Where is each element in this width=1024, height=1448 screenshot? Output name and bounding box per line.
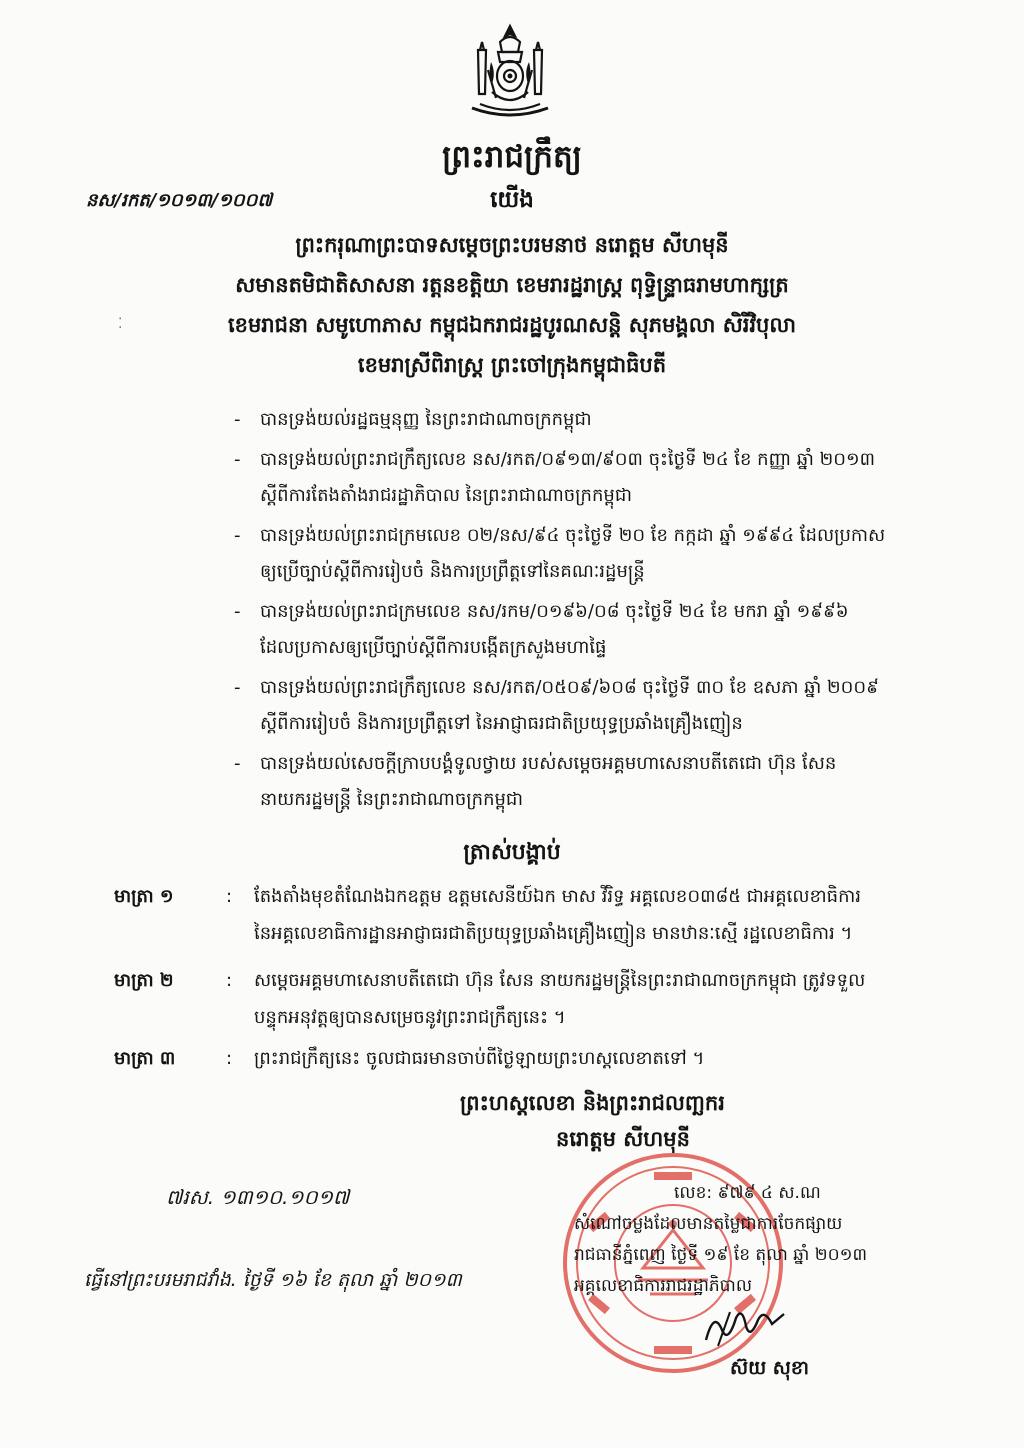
handwritten-reference: ៧រស. ១៣១០.១០១៧ bbox=[166, 1185, 350, 1209]
article-line: នៃអគ្គលេខាធិការដ្ឋានអាជ្ញាធរជាតិប្រយុទ្ធប្រឆាំងគ្រឿងញៀន មានឋានៈស្មើ រដ្ឋលេខាធិការ ។ bbox=[254, 923, 853, 944]
consideration-line: ឲ្យប្រើច្បាប់ស្តីពីការរៀបចំ និងការប្រព្រឹត្តទៅនៃគណៈរដ្ឋមន្ត្រី bbox=[260, 561, 645, 582]
consideration-item bbox=[234, 594, 914, 666]
article-body bbox=[254, 878, 894, 952]
bullet-dash: - bbox=[234, 677, 241, 698]
signer-name: ស៊យ សុខា bbox=[730, 1357, 809, 1379]
article-line: តែងតាំងមុខតំណែងឯកឧត្តម ឧត្តមសេនីយ៍ឯក មាស វីរិទ្ធ អគ្គលេខ០៣៨៥ ជាអគ្គលេខាធិការ bbox=[254, 886, 861, 907]
consideration-line: បានទ្រង់យល់រដ្ឋធម្មនុញ្ញ នៃព្រះរាជាណាចក្រកម្ពុជា bbox=[260, 409, 592, 430]
consideration-item bbox=[234, 670, 914, 742]
article-body bbox=[254, 1040, 894, 1077]
article-colon: : bbox=[226, 1048, 233, 1069]
royal-coat-of-arms-icon bbox=[458, 22, 562, 126]
bullet-dash: - bbox=[234, 449, 241, 470]
copy-number: លេខ: ៩៧៩ ៤ ស.ណ bbox=[674, 1183, 821, 1203]
we-heading: យើង bbox=[490, 187, 534, 213]
consideration-item bbox=[234, 442, 914, 514]
article-label: មាត្រា ៣ bbox=[114, 1048, 176, 1069]
royal-title-line: សមានតមិជាតិសាសនា រត្តនខត្តិយា ខេមរារដ្ឋរាស្ត្រ ពុទ្ធិន្ទ្រាធរាមហាក្សត្រ bbox=[235, 273, 789, 297]
royal-signature-title: ព្រះហស្តលេខា និងព្រះរាជលញ្ឆករ bbox=[460, 1091, 725, 1115]
copy-statement: សំណៅចម្លងដែលមានតម្លៃជាការចែកផ្សាយ bbox=[574, 1214, 843, 1234]
document-title: ព្រះរាជក្រឹត្យ bbox=[442, 139, 582, 175]
copy-authority: អគ្គលេខាធិការរាជរដ្ឋាភិបាល bbox=[574, 1276, 753, 1296]
certified-copy-note bbox=[574, 1178, 867, 1302]
decree-number: នស/រកត/១០១៣/១០០៧ bbox=[86, 190, 273, 211]
consideration-line: ស្តីពីការតែងតាំងរាជរដ្ឋាភិបាល នៃព្រះរាជាណាចក្រកម្ពុជា bbox=[260, 485, 632, 506]
handwritten-signature-icon bbox=[700, 1300, 790, 1350]
bullet-dash: - bbox=[234, 601, 241, 622]
bullet-dash: - bbox=[234, 753, 241, 774]
consideration-line: បានទ្រង់យល់ព្រះរាជក្រឹត្យលេខ នស/រកត/០៥០៩/៦០៨ ចុះថ្ងៃទី ៣០ ខែ ឧសភា ឆ្នាំ ២០០៩ bbox=[260, 677, 879, 698]
article-line: ព្រះរាជក្រឹត្យនេះ ចូលជាធរមានចាប់ពីថ្ងៃឡាយព្រះហស្តលេខាតទៅ ។ bbox=[254, 1048, 705, 1069]
royal-title-line: ខេមរាជនា សមូហោភាស កម្ពុជឯករាជរដ្ឋបូរណសន្តិ សុភមង្គលា សិរីវិបុលា bbox=[227, 313, 797, 337]
considerations-list bbox=[234, 402, 914, 822]
royal-title-line: ខេមរាស្រីពិរាស្ត្រ ព្រះចៅក្រុងកម្ពុជាធិបតី bbox=[357, 353, 667, 377]
consideration-line: ស្តីពីការរៀបចំ និងការប្រព្រឹត្តទៅ នៃអាជ្ញាធរជាតិប្រយុទ្ធប្រឆាំងគ្រឿងញៀន bbox=[260, 713, 743, 734]
consideration-item bbox=[234, 402, 914, 438]
royal-signature-name: នរោត្តម សីហមុនី bbox=[556, 1127, 690, 1151]
article-colon: : bbox=[226, 970, 233, 991]
bullet-dash: - bbox=[234, 525, 241, 546]
article-body bbox=[254, 962, 894, 1036]
consideration-line: បានទ្រង់យល់សេចក្តីក្រាបបង្គំទូលថ្វាយ របស់សម្តេចអគ្គមហាសេនាបតីតេជោ ហ៊ុន សែន bbox=[260, 753, 837, 774]
consideration-item bbox=[234, 746, 914, 818]
issued-place-date: ធ្វើនៅព្រះបរមរាជវាំង. ថ្ងៃទី ១៦ ខែ តុលា ឆ្នាំ ២០១៣ bbox=[84, 1269, 462, 1291]
article-label: មាត្រា ១ bbox=[114, 886, 174, 907]
consideration-line: បានទ្រង់យល់ព្រះរាជក្រមលេខ នស/រកម/០១៩៦/០៨ ចុះថ្ងៃទី ២៤ ខែ មករា ឆ្នាំ ១៩៩៦ bbox=[260, 601, 849, 622]
article-line: សម្តេចអគ្គមហាសេនាបតីតេជោ ហ៊ុន សែន នាយករដ្ឋមន្ត្រីនៃព្រះរាជាណាចក្រកម្ពុជា ត្រូវទទួល bbox=[254, 970, 866, 991]
consideration-line: នាយករដ្ឋមន្ត្រី នៃព្រះរាជាណាចក្រកម្ពុជា bbox=[260, 789, 524, 810]
article-line: បន្ទុកអនុវត្តឲ្យបានសម្រេចនូវព្រះរាជក្រឹត្យនេះ ។ bbox=[254, 1007, 566, 1028]
bullet-dash: - bbox=[234, 409, 241, 430]
scan-speck: ⁚ bbox=[118, 316, 123, 332]
consideration-line: បានទ្រង់យល់ព្រះរាជក្រមលេខ ០២/នស/៩៤ ចុះថ្ងៃទី ២០ ខែ កក្កដា ឆ្នាំ ១៩៩៤ ដែលប្រកាស bbox=[260, 525, 886, 546]
decree-heading: ត្រាស់បង្គាប់ bbox=[463, 840, 561, 865]
consideration-line: បានទ្រង់យល់ព្រះរាជក្រឹត្យលេខ នស/រកត/០៩១៣/៩០៣ ចុះថ្ងៃទី ២៤ ខែ កញ្ញា ឆ្នាំ ២០១៣ bbox=[260, 449, 876, 470]
consideration-line: ដែលប្រកាសឲ្យប្រើច្បាប់ស្តីពីការបង្កើតក្រសួងមហាផ្ទៃ bbox=[260, 637, 607, 658]
royal-title-line: ព្រះករុណាព្រះបាទសម្តេចព្រះបរមនាថ នរោត្តម សីហមុនី bbox=[295, 233, 729, 257]
article-label: មាត្រា ២ bbox=[114, 970, 174, 991]
article-colon: : bbox=[226, 886, 233, 907]
copy-date: រាជធានីភ្នំពេញ ថ្ងៃទី ១៩ ខែ តុលា ឆ្នាំ ២០១៣ bbox=[574, 1245, 868, 1265]
consideration-item bbox=[234, 518, 914, 590]
